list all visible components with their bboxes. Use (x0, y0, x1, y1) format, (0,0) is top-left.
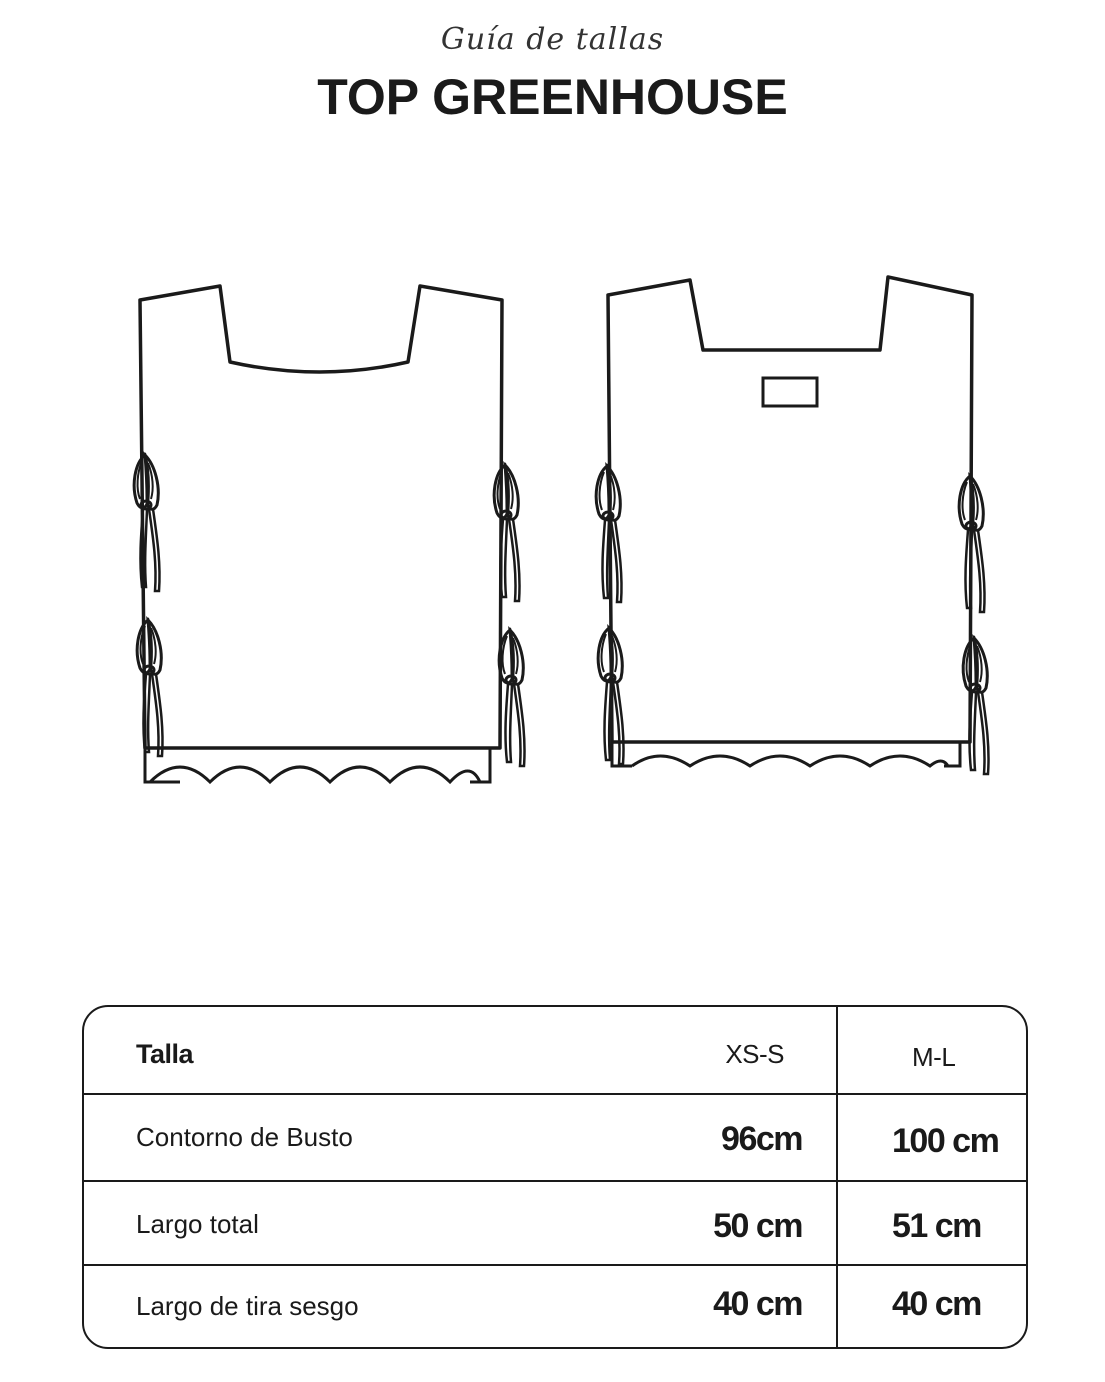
table-header-row (84, 1007, 1026, 1093)
table-row (84, 1094, 1026, 1180)
value-m-l: 100 cm (892, 1122, 999, 1160)
back-view-illustration (596, 277, 988, 774)
table-row (84, 1181, 1026, 1264)
size-table (82, 1005, 1028, 1349)
header-m-l: M-L (912, 1042, 956, 1072)
header-size-label: Talla (136, 1039, 194, 1069)
header-xs-s: XS-S (725, 1039, 784, 1069)
value-xs-s: 96cm (721, 1120, 802, 1158)
page-title: TOP GREENHOUSE (317, 69, 788, 125)
value-m-l: 51 cm (892, 1207, 981, 1245)
value-xs-s: 40 cm (713, 1285, 802, 1323)
row-label: Largo total (136, 1209, 259, 1239)
value-xs-s: 50 cm (713, 1207, 802, 1245)
row-label: Largo de tira sesgo (136, 1291, 359, 1321)
value-m-l: 40 cm (892, 1285, 981, 1323)
row-label: Contorno de Busto (136, 1122, 353, 1152)
front-view-illustration (134, 286, 524, 782)
guide-subtitle: Guía de tallas (440, 22, 665, 57)
table-row (84, 1265, 1026, 1349)
